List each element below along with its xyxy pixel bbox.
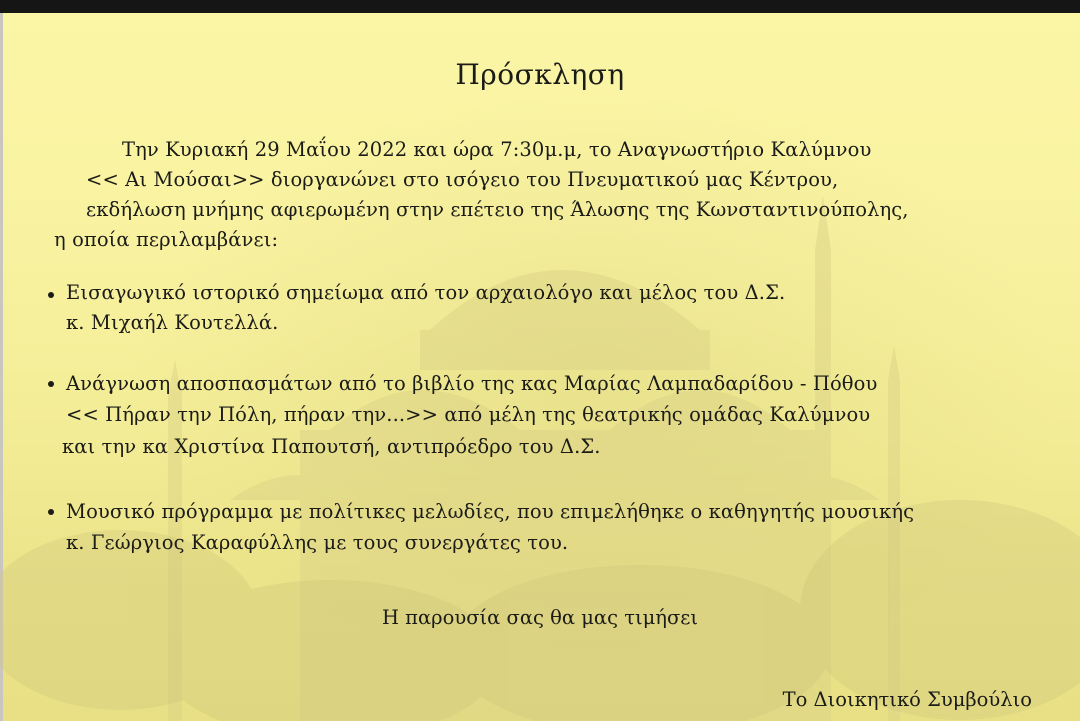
list-item-line: κ. Μιχαήλ Κουτελλά. — [66, 311, 279, 334]
intro-line: εκδήλωση μνήμης αφιερωμένη στην επέτειο της Άλωσης της Κωνσταντινούπολης, — [86, 198, 909, 221]
bullet-icon — [48, 292, 54, 298]
list-item-line: Εισαγωγικό ιστορικό σημείωμα από τον αρχαιολόγο και μέλος του Δ.Σ. — [66, 281, 786, 304]
bullet-icon — [48, 381, 54, 387]
intro-line: Την Κυριακή 29 Μαΐου 2022 και ώρα 7:30μ.μ, το Αναγνωστήριο Καλύμνου — [122, 138, 872, 161]
list-item-line: και την κα Χριστίνα Παπουτσή, αντιπρόεδρο του Δ.Σ. — [62, 435, 601, 458]
list-item-line: Ανάγνωση αποσπασμάτων από το βιβλίο της κας Μαρίας Λαμπαδαρίδου - Πόθου — [66, 372, 878, 395]
bullet-icon — [48, 509, 54, 515]
intro-line: << Αι Μούσαι>> διοργανώνει στο ισόγειο του Πνευματικού μας Κέντρου, — [86, 168, 839, 191]
page-title: Πρόσκληση — [455, 58, 625, 91]
closing-line: Η παρουσία σας θα μας τιμήσει — [381, 606, 699, 629]
signature: Το Διοικητικό Συμβούλιο — [782, 688, 1032, 711]
intro-line: η οποία περιλαμβάνει: — [54, 228, 279, 251]
list-item-line: κ. Γεώργιος Καραφύλλης με τους συνεργάτες του. — [66, 531, 569, 554]
list-item-line: Μουσικό πρόγραμμα με πολίτικες μελωδίες, που επιμελήθηκε ο καθηγητής μουσικής — [66, 500, 915, 523]
list-item-line: << Πήραν την Πόλη, πήραν την...>> από μέλη της θεατρικής ομάδας Καλύμνου — [66, 403, 871, 426]
